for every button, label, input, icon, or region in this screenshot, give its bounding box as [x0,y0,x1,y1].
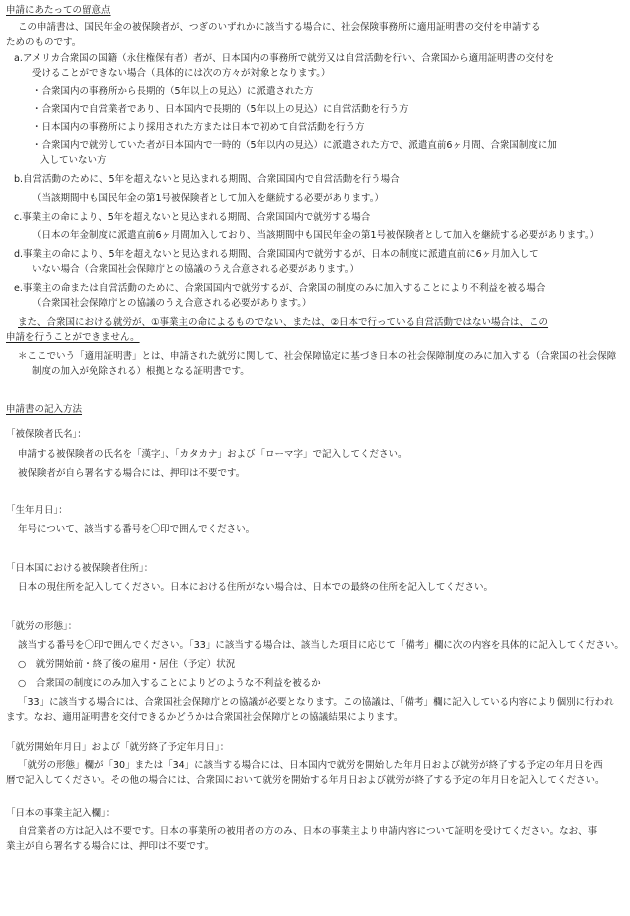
insured-name-line-2: 被保険者が自ら署名する場合には、押印は不要です。 [18,468,246,479]
notes-intro-line-2: ためのものです。 [6,37,82,48]
item-a-line-1: a.アメリカ合衆国の国籍（永住権保有者）者が、日本国内の事務所で就労又は自営活動を行い、合衆国から適用証明書の交付を [14,53,555,64]
birth-date-heading: 「生年月日」： [6,505,68,516]
warning-line-1: また、合衆国における就労が、①事業主の命によるものでない、または、②日本で行っている自営活動ではない場合は、この [18,317,549,328]
insured-name-heading: 「被保険者氏名」： [6,429,87,440]
guide-title: 申請書の記入方法 [6,404,83,415]
notes-intro-line-1: この申請書は、国民年金の被保険者が、つぎのいずれかに該当する場合に、社会保険事務所に適用証明書の交付を申請する [18,22,541,33]
work-form-line-3: ます。なお、適用証明書を交付できるかどうかは合衆国社会保障庁との協議結果によります。 [6,712,404,723]
bullet-4-line-2: 入していない方 [40,155,107,166]
work-period-heading: 「就労開始年月日」および「就労終了予定年月日」： [6,742,230,753]
item-c-line-1: c.事業主の命により、5年を超えないと見込まれる期間、合衆国国内で就労する場合 [14,212,371,223]
address-line-1: 日本の現住所を記入してください。日本における住所がない場合は、日本での最終の住所を記入してください。 [18,582,494,593]
notes-title: 申請にあたっての留意点 [6,5,111,16]
warning-line-2: 申請を行うことができません。 [6,332,140,343]
item-a-line-2: 受けることができない場合（具体的には次の方々が対象となります。） [32,68,331,79]
work-form-option-1: ○ 就労開始前・終了後の雇用・居住（予定）状況 [18,659,236,670]
insured-name-line-1: 申請する被保険者の氏名を「漢字」、「カタカナ」および「ローマ字」で記入してください。 [18,449,408,460]
item-e-line-2: （合衆国社会保障庁との協議のうえ合意される必要があります。） [32,298,312,309]
bullet-2: ・合衆国内で自営業者であり、日本国内で長期的（5年以上の見込）に自営活動を行う方 [32,104,409,115]
employer-line-1: 自営業者の方は記入は不要です。日本の事業所の被用者の方のみ、日本の事業主より申請内容について証明を受けてください。なお、事 [18,826,598,837]
item-c-line-2: （日本の年金制度に派遣直前6ヶ月間加入しており、当該期間中も国民年金の第1号被保険者として加入を継続する必要があります。） [32,230,600,241]
employer-heading: 「日本の事業主記入欄」： [6,808,116,819]
address-heading: 「日本国における被保険者住所」： [6,563,154,574]
birth-date-line-1: 年号について、該当する番号を〇印で囲んでください。 [18,524,256,535]
item-e-line-1: e.事業主の命または自営活動のために、合衆国国内で就労するが、合衆国の制度のみに加入することにより不利益を被る場合 [14,283,546,294]
work-form-line-2: 「33」に該当する場合には、合衆国社会保障庁との協議が必要となります。この協議は、「備考」欄に記入している内容により個別に行われ [18,697,614,708]
work-form-line-1: 該当する番号を〇印で囲んでください。「33」に該当する場合は、該当した項目に応じて「備考」欄に次の内容を具体的に記入してください。 [18,640,624,651]
bullet-1: ・合衆国内の事務所から長期的（5年以上の見込）に派遣された方 [32,86,314,97]
bullet-4-line-1: ・合衆国内で就労していた者が日本国内で一時的（5年以内の見込）に派遣された方で、派遣直前6ヶ月間、合衆国制度に加 [32,140,557,151]
item-d-line-2: いない場合（合衆国社会保障庁との協議のうえ合意される必要があります。） [32,264,359,275]
work-form-option-2: ○ 合衆国の制度にのみ加入することによりどのような不利益を被るか [18,678,321,689]
item-b-line-2: （当該期間中も国民年金の第1号被保険者として加入を継続する必要があります。） [32,193,385,204]
footnote-line-1: ＊ここでいう「適用証明書」とは、申請された就労に関して、社会保障協定に基づき日本の社会保障制度のみに加入する（合衆国の社会保障 [18,351,617,362]
work-period-line-2: 暦で記入してください。その他の場合には、合衆国において就労を開始する年月日および就労が終了する予定の年月日を記入してください。 [6,775,605,786]
work-form-heading: 「就労の形態」： [6,621,78,632]
footnote-line-2: 制度の加入が免除される）根拠となる証明書です。 [32,366,250,377]
item-b-line-1: b.自営活動のために、5年を超えないと見込まれる期間、合衆国国内で自営活動を行う場合 [14,174,400,185]
bullet-3: ・日本国内の事務所により採用された方または日本で初めて自営活動を行う方 [32,122,365,133]
item-d-line-1: d.事業主の命により、5年を超えないと見込まれる期間、合衆国国内で就労するが、日本の制度に派遣直前に6ヶ月加入して [14,249,539,260]
work-period-line-1: 「就労の形態」欄が「30」または「34」に該当する場合には、日本国内で就労を開始した年月日および就労が終了する予定の年月日を西 [18,760,603,771]
employer-line-2: 業主が自ら署名する場合には、押印は不要です。 [6,841,215,852]
